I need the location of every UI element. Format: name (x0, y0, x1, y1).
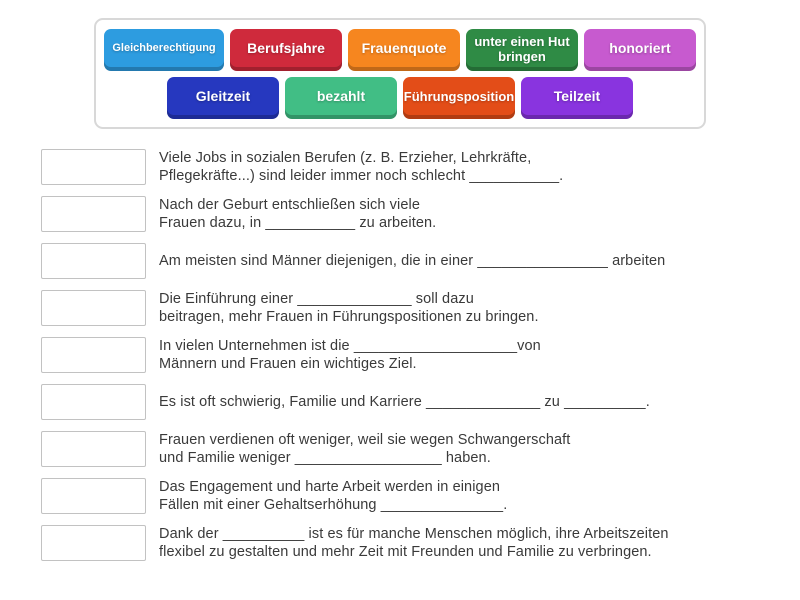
question-line: Es ist oft schwierig, Familie und Karriere ______________ zu __________. (159, 394, 650, 410)
question-line: Männern und Frauen ein wichtiges Ziel. (159, 356, 417, 372)
question-line: Am meisten sind Männer diejenigen, die in einer ________________ arbeiten (159, 253, 666, 269)
answer-drop-zone-4[interactable] (41, 290, 146, 326)
question-text-9 (159, 525, 669, 561)
question-text-6 (159, 393, 650, 411)
question-line: Die Einführung einer ______________ soll dazu (159, 291, 474, 307)
tile-frauenquote[interactable]: Frauenquote (348, 29, 460, 71)
answer-drop-zone-3[interactable] (41, 243, 146, 279)
question-row-6 (41, 384, 800, 420)
tile-unter-einen-hut-bringen[interactable]: unter einen Hut bringen (466, 29, 578, 71)
tile-gleichberechtigung[interactable]: Gleichberechtigung (104, 29, 224, 71)
answer-drop-zone-6[interactable] (41, 384, 146, 420)
question-line: Viele Jobs in sozialen Berufen (z. B. Erzieher, Lehrkräfte, (159, 150, 532, 166)
answer-drop-zone-1[interactable] (41, 149, 146, 185)
question-line: Pflegekräfte...) sind leider immer noch schlecht ___________. (159, 168, 564, 184)
question-line: und Familie weniger __________________ haben. (159, 450, 491, 466)
tile-bezahlt[interactable]: bezahlt (285, 77, 397, 119)
word-bank-row-2 (103, 77, 697, 119)
answer-drop-zone-8[interactable] (41, 478, 146, 514)
question-text-3 (159, 252, 665, 270)
questions-list (41, 149, 800, 561)
question-row-7 (41, 431, 800, 467)
question-text-2 (159, 196, 436, 232)
tile-teilzeit[interactable]: Teilzeit (521, 77, 633, 119)
question-line: flexibel zu gestalten und mehr Zeit mit Freunden und Familie zu verbringen. (159, 544, 652, 560)
tile-gleitzeit[interactable]: Gleitzeit (167, 77, 279, 119)
answer-drop-zone-9[interactable] (41, 525, 146, 561)
tile-berufsjahre[interactable]: Berufsjahre (230, 29, 342, 71)
question-row-4 (41, 290, 800, 326)
question-row-8 (41, 478, 800, 514)
question-line: Dank der __________ ist es für manche Menschen möglich, ihre Arbeitszeiten (159, 526, 669, 542)
question-line: Fällen mit einer Gehaltserhöhung _______________. (159, 497, 508, 513)
answer-drop-zone-5[interactable] (41, 337, 146, 373)
question-line: Frauen dazu, in ___________ zu arbeiten. (159, 215, 437, 231)
question-text-5 (159, 337, 541, 373)
question-text-4 (159, 290, 539, 326)
tile-honoriert[interactable]: honoriert (584, 29, 696, 71)
question-row-3 (41, 243, 800, 279)
word-bank-panel (94, 18, 706, 129)
answer-drop-zone-7[interactable] (41, 431, 146, 467)
word-bank-row-1 (103, 29, 697, 71)
question-text-1 (159, 149, 563, 185)
question-text-7 (159, 431, 570, 467)
answer-drop-zone-2[interactable] (41, 196, 146, 232)
question-line: Frauen verdienen oft weniger, weil sie wegen Schwangerschaft (159, 432, 571, 448)
question-line: Nach der Geburt entschließen sich viele (159, 197, 420, 213)
question-row-5 (41, 337, 800, 373)
tile-fuehrungsposition[interactable]: Führungsposition (403, 77, 515, 119)
question-text-8 (159, 478, 507, 514)
question-row-2 (41, 196, 800, 232)
question-line: Das Engagement und harte Arbeit werden in einigen (159, 479, 501, 495)
question-line: beitragen, mehr Frauen in Führungspositionen zu bringen. (159, 309, 539, 325)
question-row-1 (41, 149, 800, 185)
question-row-9 (41, 525, 800, 561)
question-line: In vielen Unternehmen ist die ____________________von (159, 338, 541, 354)
